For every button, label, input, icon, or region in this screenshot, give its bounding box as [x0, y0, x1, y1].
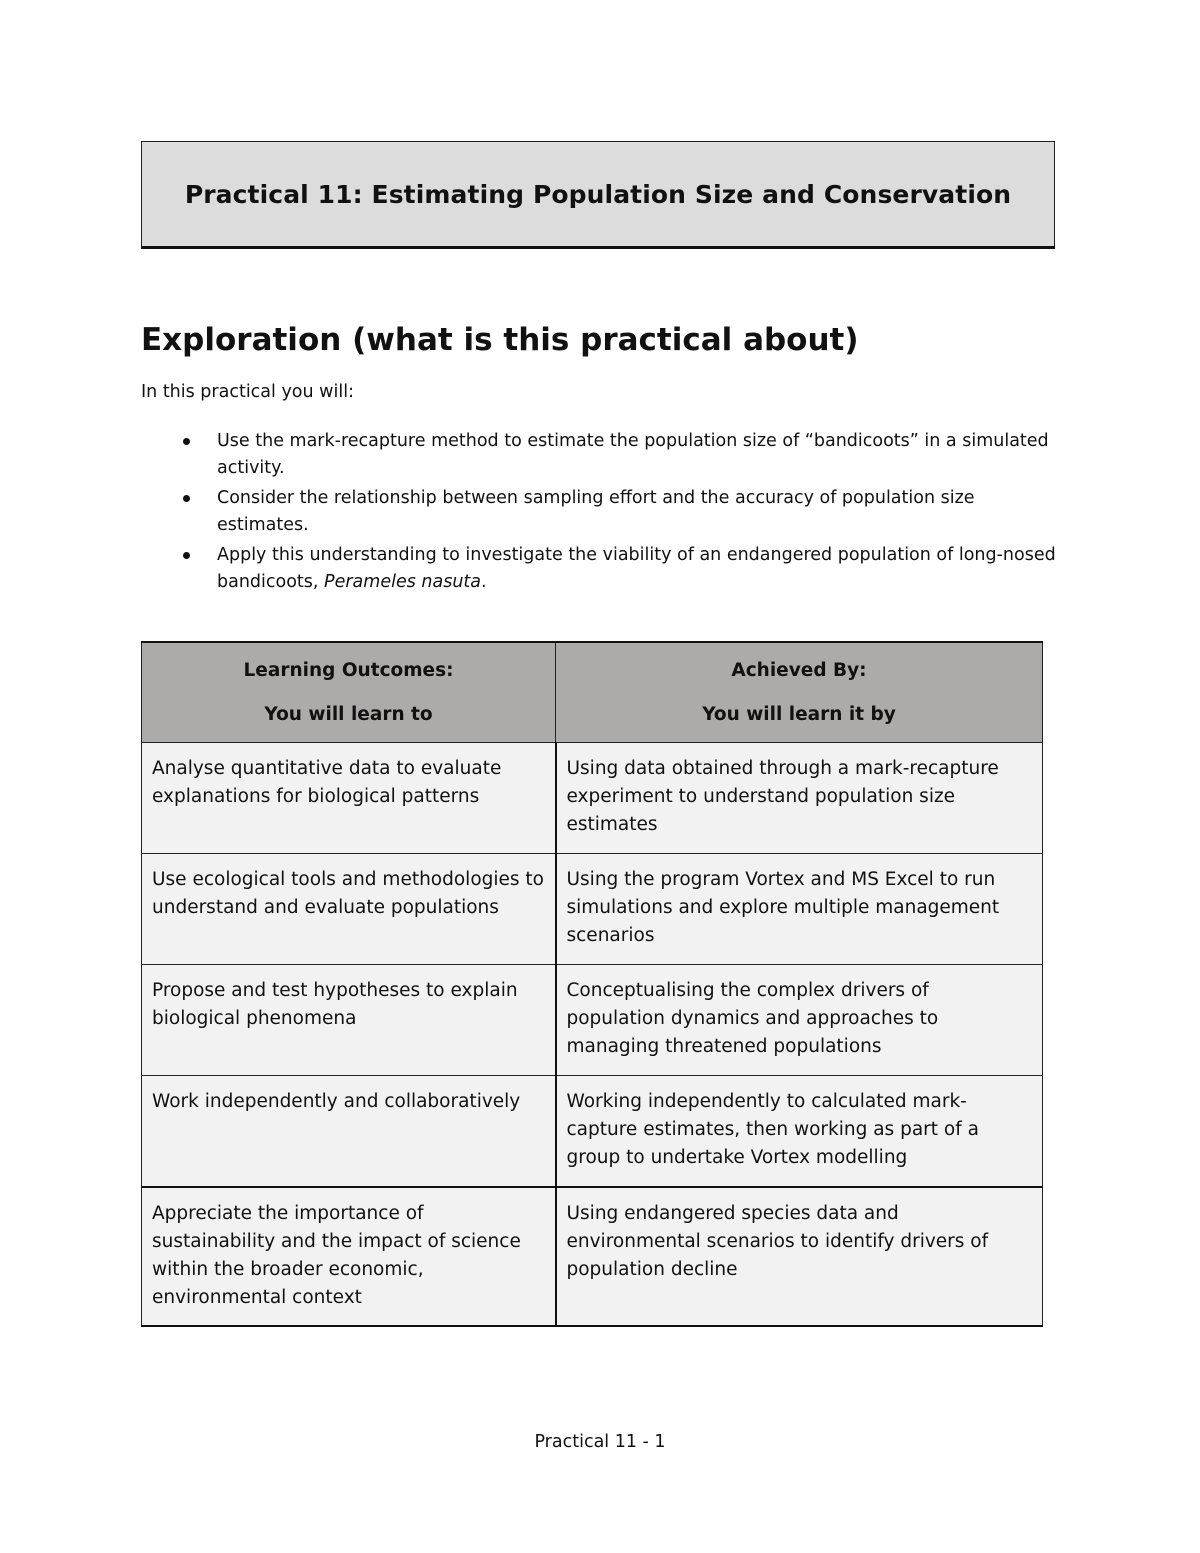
outcome-cell: Analyse quantitative data to evaluate explanations for biological patterns: [142, 743, 556, 854]
list-item: [141, 542, 1061, 596]
page-footer: Practical 11 - 1: [534, 1432, 666, 1452]
title-box: [141, 141, 1055, 249]
header-right-subtitle: You will learn it by: [702, 703, 896, 725]
table-row: [142, 1076, 1043, 1187]
table-row: [142, 965, 1043, 1076]
outcome-cell: Work independently and collaboratively: [142, 1076, 556, 1187]
list-item-text: Consider the relationship between sampling effort and the accuracy of population size estimates.: [217, 488, 975, 535]
list-item: [141, 428, 1061, 482]
header-achieved-by: [556, 642, 1043, 743]
achieved-by-cell: Using endangered species data and environmental scenarios to identify drivers of population decline: [556, 1187, 1043, 1326]
list-item: [141, 485, 1061, 539]
header-right-title: Achieved By:: [731, 659, 867, 681]
bullet-icon: [183, 552, 190, 559]
header-left-subtitle: You will learn to: [264, 703, 433, 725]
table-row: [142, 743, 1043, 854]
table-row: [142, 1187, 1043, 1326]
learning-outcomes-table: [141, 641, 1043, 1327]
list-item-text: Apply this understanding to investigate the viability of an endangered population of long-nosed bandicoots,: [217, 545, 1056, 592]
table-row: [142, 854, 1043, 965]
header-learning-outcomes: [142, 642, 556, 743]
objectives-list: [141, 428, 1061, 599]
practical-title: Practical 11: Estimating Population Size and Conservation: [184, 179, 1012, 209]
header-left-title: Learning Outcomes:: [243, 659, 454, 681]
bullet-icon: [183, 438, 190, 445]
outcome-cell: Propose and test hypotheses to explain biological phenomena: [142, 965, 556, 1076]
achieved-by-cell: Using data obtained through a mark-recapture experiment to understand population size estimates: [556, 743, 1043, 854]
outcome-cell: Appreciate the importance of sustainability and the impact of science within the broader economic, environmental context: [142, 1187, 556, 1326]
species-name: Perameles nasuta: [324, 572, 482, 592]
intro-text: In this practical you will:: [141, 382, 354, 402]
table-header-row: [142, 642, 1043, 743]
list-item-text-end: .: [481, 572, 487, 592]
outcome-cell: Use ecological tools and methodologies to understand and evaluate populations: [142, 854, 556, 965]
achieved-by-cell: Using the program Vortex and MS Excel to run simulations and explore multiple management scenarios: [556, 854, 1043, 965]
section-heading: Exploration (what is this practical about): [141, 322, 859, 358]
achieved-by-cell: Working independently to calculated mark-capture estimates, then working as part of a group to undertake Vortex modelling: [556, 1076, 1043, 1187]
achieved-by-cell: Conceptualising the complex drivers of population dynamics and approaches to managing threatened populations: [556, 965, 1043, 1076]
bullet-icon: [183, 495, 190, 502]
list-item-text: Use the mark-recapture method to estimate the population size of “bandicoots” in a simulated activity.: [217, 431, 1049, 478]
